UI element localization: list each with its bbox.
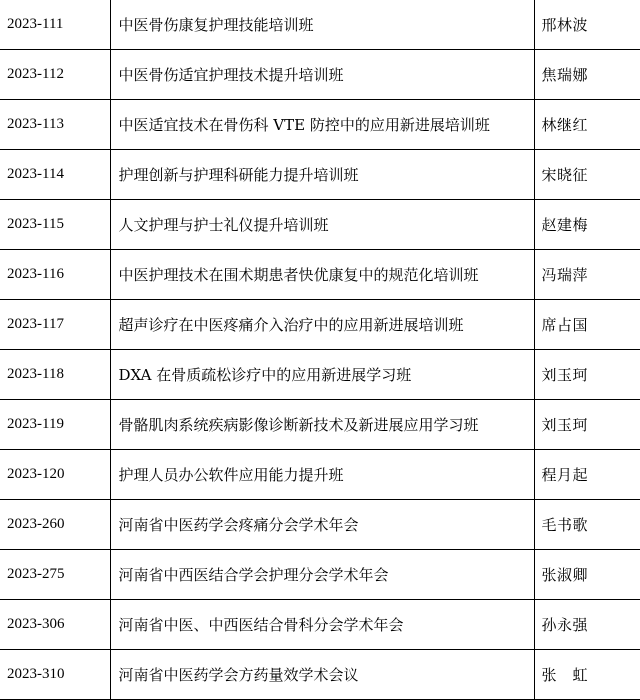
course-code: 2023-310: [0, 650, 110, 700]
person-in-charge: 程月起: [534, 450, 640, 500]
table-row: [0, 300, 640, 350]
course-name: 河南省中医、中西医结合骨科分会学术年会: [110, 600, 534, 650]
course-code: 2023-120: [0, 450, 110, 500]
person-in-charge: 林继红: [534, 100, 640, 150]
table-row: [0, 250, 640, 300]
table-row: [0, 200, 640, 250]
table-row: [0, 400, 640, 450]
course-name: DXA 在骨质疏松诊疗中的应用新进展学习班: [110, 350, 534, 400]
person-in-charge: 赵建梅: [534, 200, 640, 250]
person-in-charge: 孙永强: [534, 600, 640, 650]
person-in-charge: 毛书歌: [534, 500, 640, 550]
course-name: 中医骨伤适宜护理技术提升培训班: [110, 50, 534, 100]
person-in-charge: 邢林波: [534, 0, 640, 50]
person-in-charge: 张 虹: [534, 650, 640, 700]
table-row: [0, 550, 640, 600]
course-name: 中医适宜技术在骨伤科 VTE 防控中的应用新进展培训班: [110, 100, 534, 150]
course-code: 2023-115: [0, 200, 110, 250]
course-code: 2023-117: [0, 300, 110, 350]
course-code: 2023-114: [0, 150, 110, 200]
course-name: 骨骼肌肉系统疾病影像诊断新技术及新进展应用学习班: [110, 400, 534, 450]
course-name: 人文护理与护士礼仪提升培训班: [110, 200, 534, 250]
person-in-charge: 席占国: [534, 300, 640, 350]
course-name: 超声诊疗在中医疼痛介入治疗中的应用新进展培训班: [110, 300, 534, 350]
course-name: 护理创新与护理科研能力提升培训班: [110, 150, 534, 200]
course-name: 河南省中医药学会疼痛分会学术年会: [110, 500, 534, 550]
table-row: [0, 50, 640, 100]
course-name: 河南省中医药学会方药量效学术会议: [110, 650, 534, 700]
table-row: [0, 100, 640, 150]
course-code: 2023-116: [0, 250, 110, 300]
table-row: [0, 150, 640, 200]
course-code: 2023-275: [0, 550, 110, 600]
table-row: [0, 450, 640, 500]
course-code: 2023-306: [0, 600, 110, 650]
course-code: 2023-111: [0, 0, 110, 50]
table-row: [0, 350, 640, 400]
course-name: 中医护理技术在围术期患者快优康复中的规范化培训班: [110, 250, 534, 300]
course-name: 护理人员办公软件应用能力提升班: [110, 450, 534, 500]
person-in-charge: 冯瑞萍: [534, 250, 640, 300]
person-in-charge: 刘玉珂: [534, 400, 640, 450]
person-in-charge: 张淑卿: [534, 550, 640, 600]
person-in-charge: 焦瑞娜: [534, 50, 640, 100]
person-in-charge: 刘玉珂: [534, 350, 640, 400]
table-row: [0, 650, 640, 700]
course-code: 2023-119: [0, 400, 110, 450]
table-row: [0, 600, 640, 650]
table-row: [0, 500, 640, 550]
table-row: [0, 0, 640, 50]
course-code: 2023-112: [0, 50, 110, 100]
course-code: 2023-118: [0, 350, 110, 400]
person-in-charge: 宋晓征: [534, 150, 640, 200]
course-code: 2023-113: [0, 100, 110, 150]
course-name: 中医骨伤康复护理技能培训班: [110, 0, 534, 50]
course-name: 河南省中西医结合学会护理分会学术年会: [110, 550, 534, 600]
course-code: 2023-260: [0, 500, 110, 550]
